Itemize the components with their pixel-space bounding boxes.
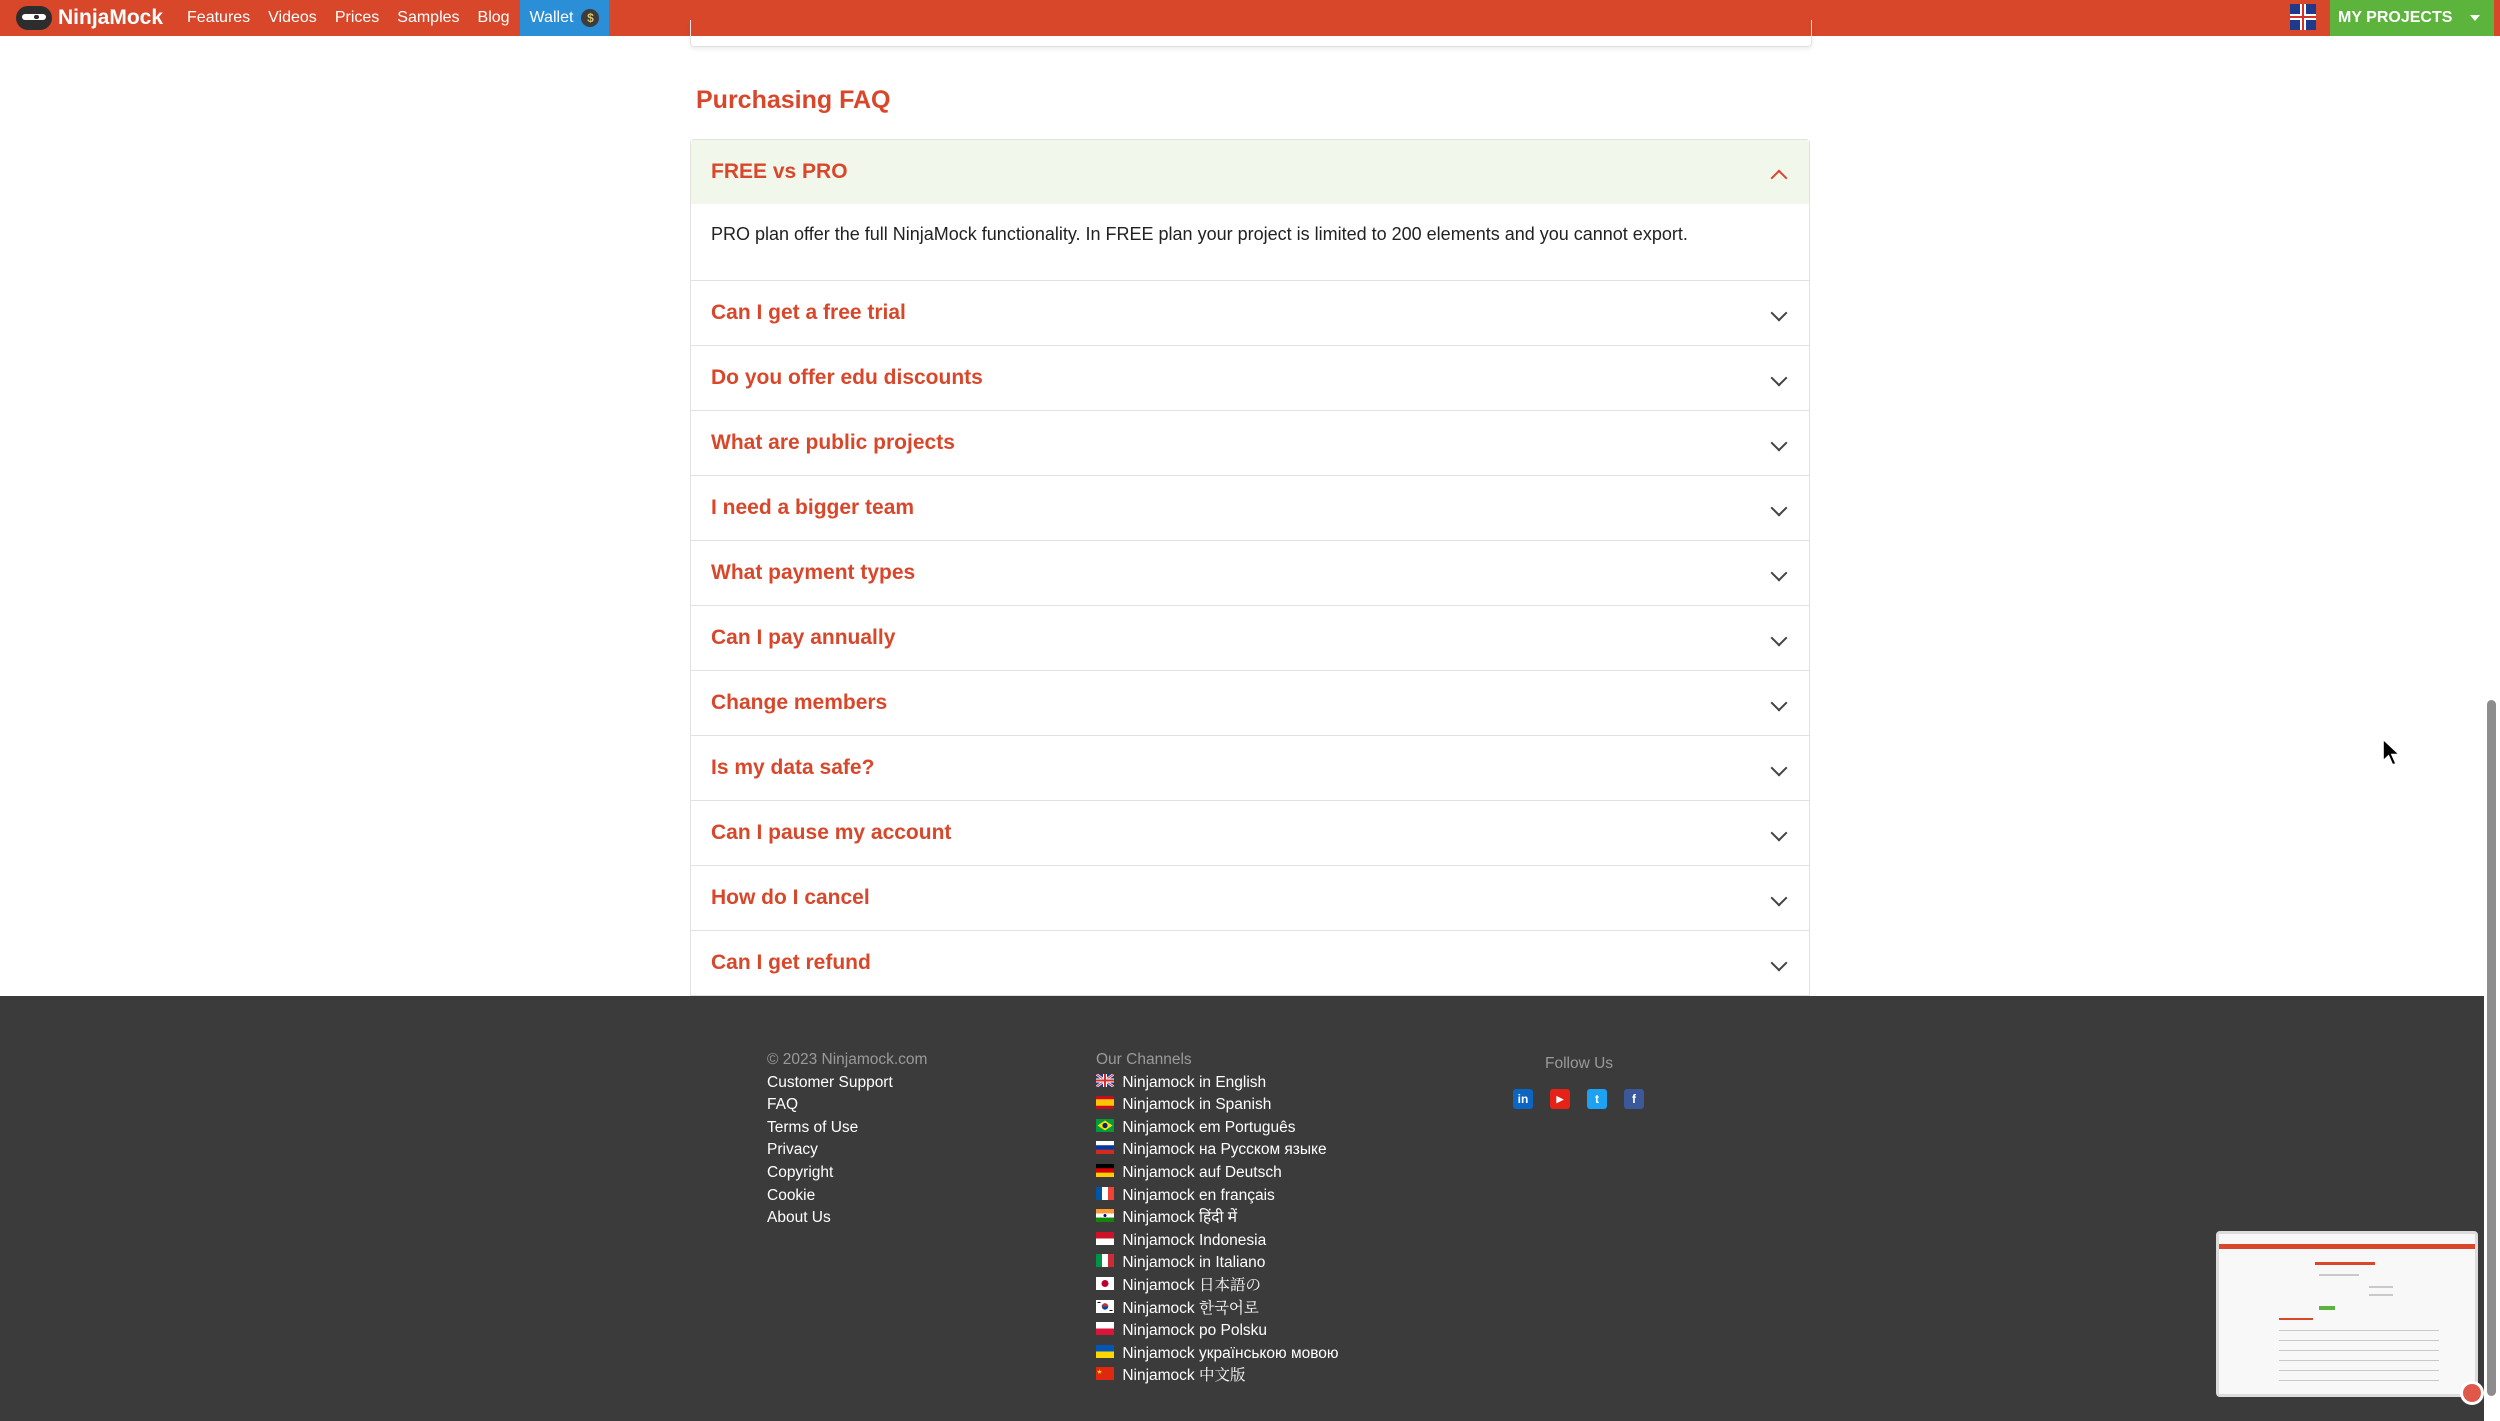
nav-features[interactable]: Features [187, 9, 251, 26]
footer-link-copyright[interactable]: Copyright [767, 1163, 834, 1181]
footer-link-cookie[interactable]: Cookie [767, 1186, 816, 1204]
faq-item [691, 140, 1809, 281]
wallet-label: Wallet [529, 9, 574, 26]
faq-question-label: How do I cancel [711, 886, 870, 909]
chevron-down-icon [1771, 695, 1788, 712]
footer-link-about[interactable]: About Us [767, 1209, 831, 1227]
faq-question-label: Can I get refund [711, 951, 871, 974]
thumbnail-button [2319, 1306, 2335, 1310]
faq-item [691, 866, 1809, 931]
chevron-up-icon [1771, 170, 1788, 187]
faq-question-label: What are public projects [711, 431, 955, 454]
thumbnail-heading [2279, 1318, 2313, 1320]
footer [0, 996, 2500, 1421]
chevron-down-icon [1771, 760, 1788, 777]
flag-de-icon [1096, 1164, 1114, 1177]
linkedin-icon[interactable]: in [1513, 1089, 1533, 1109]
chevron-down-icon [1771, 630, 1788, 647]
faq-question-label: Can I pause my account [711, 821, 952, 844]
faq-question[interactable] [691, 931, 1809, 995]
channel-link[interactable] [1096, 1185, 1339, 1208]
faq-answer: PRO plan offer the full NinjaMock functionality. In FREE plan your project is limited to 200 elements and you cannot export. [711, 224, 1688, 244]
channel-link[interactable] [1096, 1298, 1339, 1321]
channel-link[interactable] [1096, 1162, 1339, 1185]
twitter-icon[interactable]: t [1587, 1089, 1607, 1109]
chevron-down-icon [1771, 565, 1788, 582]
flag-fr-icon [1096, 1187, 1114, 1200]
faq-question-label: Can I pay annually [711, 626, 896, 649]
facebook-icon[interactable]: f [1624, 1089, 1644, 1109]
footer-channels [1096, 1049, 1339, 1388]
channel-link[interactable] [1096, 1365, 1339, 1388]
chevron-down-icon [1771, 305, 1788, 322]
faq-question[interactable] [691, 606, 1809, 670]
my-projects-label: MY PROJECTS [2338, 9, 2453, 26]
my-projects-button[interactable] [2330, 0, 2494, 36]
logo-text: NinjaMock [58, 6, 164, 29]
flag-it-icon [1096, 1254, 1114, 1267]
faq-question[interactable] [691, 281, 1809, 345]
faq-question[interactable] [691, 801, 1809, 865]
footer-links [767, 1049, 927, 1230]
flag-kr-icon [1096, 1300, 1114, 1313]
faq-accordion [690, 139, 1810, 996]
faq-question-label: Is my data safe? [711, 756, 875, 779]
flag-br-icon [1096, 1119, 1114, 1132]
channels-title: Our Channels [1096, 1051, 1192, 1068]
flag-cn-icon [1096, 1367, 1114, 1380]
faq-question-label: I need a bigger team [711, 496, 915, 519]
faq-question[interactable] [691, 411, 1809, 475]
copyright: © 2023 Ninjamock.com [767, 1051, 928, 1068]
coin-icon: $ [581, 9, 599, 27]
channel-label: Ninjamock po Polsku [1122, 1322, 1268, 1340]
thumbnail-line [2369, 1294, 2393, 1296]
flag-in-icon [1096, 1209, 1114, 1222]
footer-link-terms[interactable]: Terms of Use [767, 1118, 859, 1136]
scrollbar-thumb[interactable] [2487, 700, 2496, 1396]
footer-link-privacy[interactable]: Privacy [767, 1141, 818, 1159]
channel-link[interactable] [1096, 1320, 1339, 1343]
faq-question[interactable] [691, 346, 1809, 410]
channel-link[interactable] [1096, 1275, 1339, 1298]
faq-item [691, 606, 1809, 671]
page-preview-thumbnail[interactable] [2216, 1231, 2478, 1397]
flag-gb-icon [1096, 1074, 1114, 1087]
nav-videos[interactable]: Videos [268, 9, 317, 26]
faq-question[interactable] [691, 866, 1809, 930]
thumbnail-line [2279, 1380, 2439, 1381]
chevron-down-icon[interactable] [2470, 15, 2480, 21]
faq-question[interactable] [691, 736, 1809, 800]
faq-question-label: What payment types [711, 561, 916, 584]
faq-question[interactable] [691, 476, 1809, 540]
faq-item [691, 931, 1809, 995]
chevron-down-icon [1771, 500, 1788, 517]
faq-item [691, 541, 1809, 606]
faq-title: Purchasing FAQ [696, 86, 891, 114]
channel-link[interactable] [1096, 1230, 1339, 1253]
thumbnail-line [2279, 1340, 2439, 1341]
channel-link[interactable] [1096, 1207, 1339, 1230]
faq-question-label: Can I get a free trial [711, 301, 906, 324]
follow-title: Follow Us [1545, 1055, 1614, 1072]
chevron-down-icon [1771, 370, 1788, 387]
language-flag-icon[interactable] [2290, 4, 2316, 30]
faq-question[interactable] [691, 671, 1809, 735]
faq-item [691, 281, 1809, 346]
channel-link[interactable] [1096, 1072, 1339, 1095]
faq-item [691, 411, 1809, 476]
channel-label: Ninjamock in Italiano [1122, 1254, 1266, 1272]
faq-question[interactable] [691, 541, 1809, 605]
thumbnail-line [2279, 1360, 2439, 1361]
channel-label: Ninjamock українською мовою [1122, 1344, 1339, 1362]
channel-label: Ninjamock 한국어로 [1122, 1299, 1259, 1317]
flag-es-icon [1096, 1096, 1114, 1109]
nav-prices[interactable]: Prices [334, 9, 380, 26]
channel-label: Ninjamock in English [1122, 1073, 1267, 1091]
faq-item [691, 346, 1809, 411]
footer-link-faq[interactable]: FAQ [767, 1096, 799, 1114]
channel-label: Ninjamock 中文版 [1122, 1367, 1246, 1385]
thumbnail-line [2279, 1370, 2439, 1371]
footer-link-support[interactable]: Customer Support [767, 1073, 893, 1091]
thumbnail-line [2369, 1286, 2393, 1288]
channel-label: Ninjamock 日本語の [1122, 1276, 1261, 1294]
faq-item [691, 736, 1809, 801]
flag-jp-icon [1096, 1277, 1114, 1290]
channel-label: Ninjamock in Spanish [1122, 1096, 1272, 1114]
channel-link[interactable] [1096, 1094, 1339, 1117]
channel-label: Ninjamock en français [1122, 1186, 1275, 1204]
thumbnail-title [2315, 1262, 2375, 1265]
thumbnail-line [2279, 1350, 2439, 1351]
channel-label: Ninjamock हिंदी में [1122, 1209, 1238, 1227]
youtube-icon[interactable]: ▶ [1550, 1089, 1570, 1109]
flag-ru-icon [1096, 1141, 1114, 1154]
faq-question-label: Do you offer edu discounts [711, 366, 983, 389]
channel-label: Ninjamock на Русском языке [1122, 1141, 1327, 1159]
faq-question-free-vs-pro[interactable] [691, 140, 1809, 204]
thumbnail-nav-bar [2219, 1244, 2475, 1249]
channel-label: Ninjamock auf Deutsch [1122, 1163, 1282, 1181]
chevron-down-icon [1771, 435, 1788, 452]
faq-question-label: FREE vs PRO [711, 160, 848, 183]
chevron-down-icon [1771, 890, 1788, 907]
close-preview-icon[interactable] [2460, 1381, 2484, 1405]
thumbnail-line [2319, 1274, 2359, 1276]
faq-question-label: Change members [711, 691, 888, 714]
channel-link[interactable] [1096, 1117, 1339, 1140]
ninja-logo-icon [16, 6, 52, 30]
faq-item [691, 476, 1809, 541]
channel-label: Ninjamock Indonesia [1122, 1231, 1267, 1249]
nav-samples[interactable]: Samples [397, 9, 460, 26]
flag-id-icon [1096, 1232, 1114, 1245]
thumbnail-line [2279, 1330, 2439, 1331]
channel-link[interactable] [1096, 1252, 1339, 1275]
chevron-down-icon [1771, 955, 1788, 972]
channel-link[interactable] [1096, 1139, 1339, 1162]
main-nav [187, 0, 528, 36]
flag-pl-icon [1096, 1322, 1114, 1335]
flag-ua-icon [1096, 1345, 1114, 1358]
channel-label: Ninjamock em Português [1122, 1118, 1296, 1136]
nav-blog[interactable]: Blog [477, 9, 510, 26]
mouse-cursor-icon [2381, 737, 2403, 769]
faq-item [691, 671, 1809, 736]
chevron-down-icon [1771, 825, 1788, 842]
logo[interactable] [16, 0, 163, 36]
previous-section-card [690, 20, 1812, 47]
faq-item [691, 801, 1809, 866]
wallet-button[interactable] [520, 0, 610, 36]
channel-link[interactable] [1096, 1343, 1339, 1366]
